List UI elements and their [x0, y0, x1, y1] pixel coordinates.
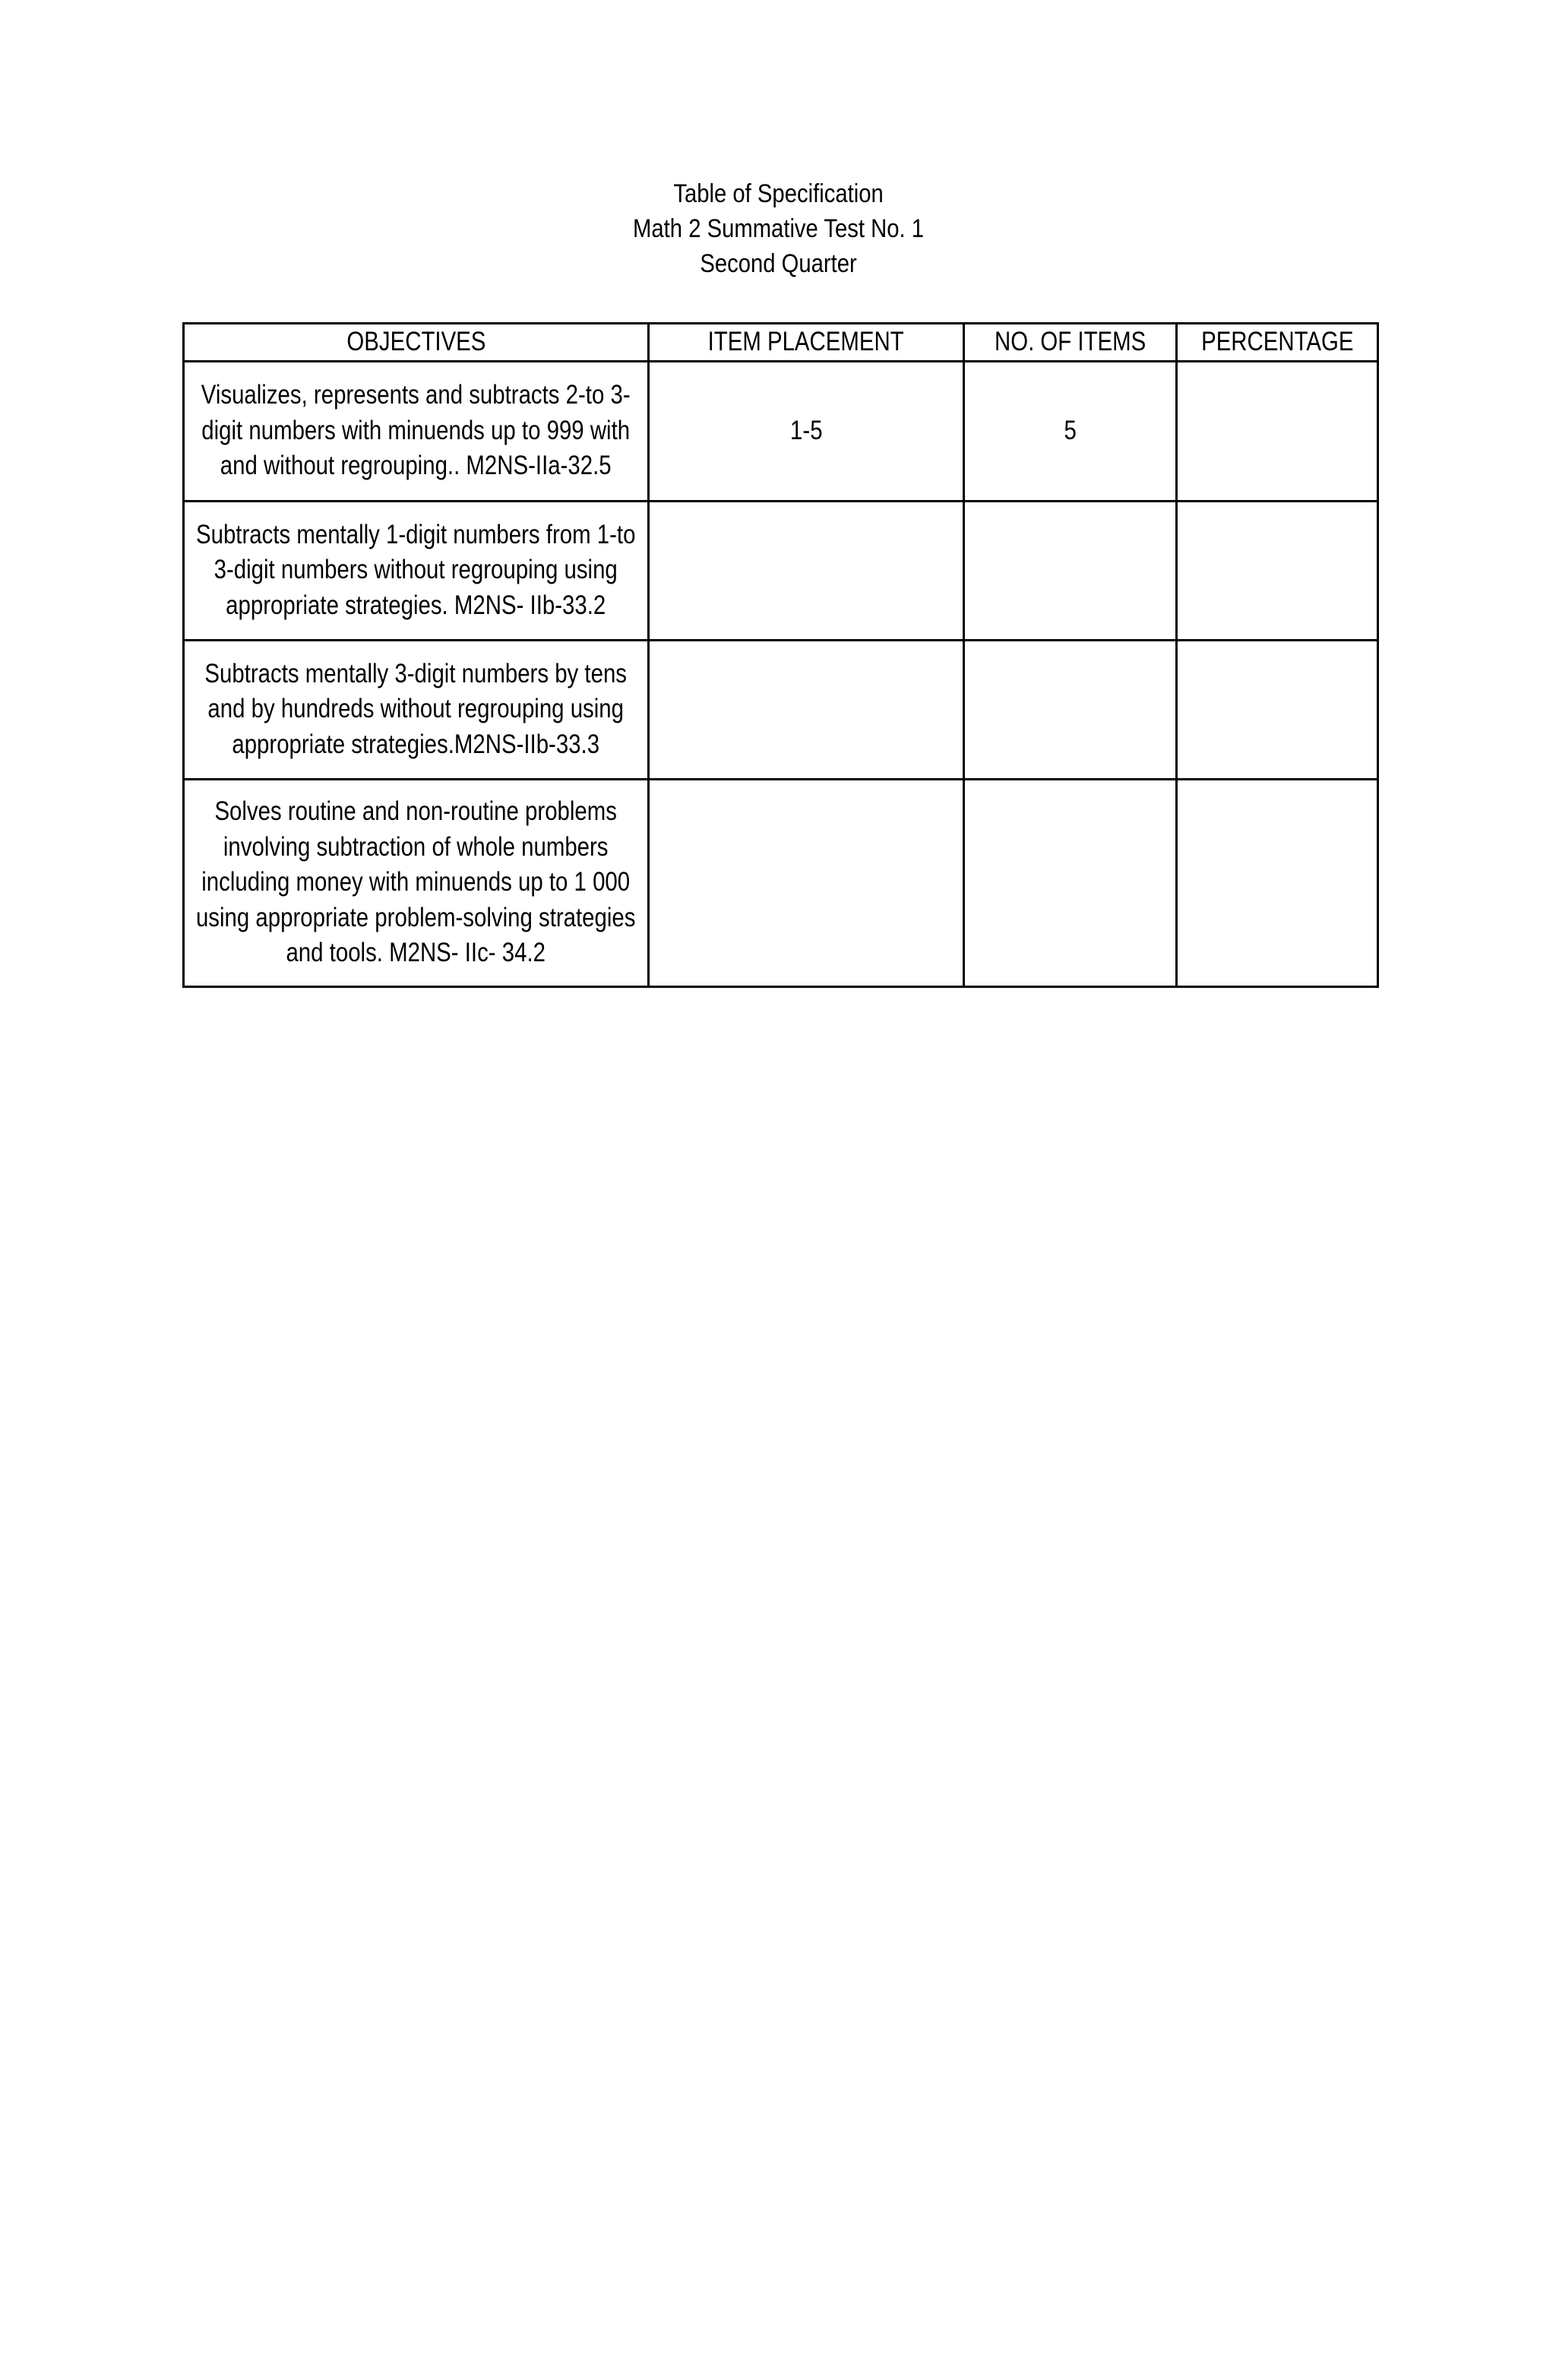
- objective-cell: Solves routine and non-routine problems involving subtraction of whole numbers including money with minuends up to 1 000 using appropriate problem-solving strategies and tools. M2NS- IIc- 34.2: [184, 779, 649, 986]
- column-header-percentage: PERCENTAGE: [1177, 324, 1378, 362]
- document-header: [109, 176, 1447, 281]
- table-row: [184, 361, 1378, 501]
- no-of-items-cell: 5: [964, 361, 1177, 501]
- document-subtitle: Math 2 Summative Test No. 1: [633, 214, 925, 243]
- percentage-cell: [1177, 779, 1378, 986]
- no-of-items-cell: [964, 501, 1177, 640]
- document-title: Table of Specification: [673, 179, 884, 208]
- percentage-cell: [1177, 501, 1378, 640]
- no-of-items-cell: [964, 640, 1177, 779]
- column-header-objectives: OBJECTIVES: [184, 324, 649, 362]
- column-header-item-placement: ITEM PLACEMENT: [649, 324, 964, 362]
- objective-cell: Subtracts mentally 1-digit numbers from 1-to 3-digit numbers without regrouping using appropriate strategies. M2NS- IIb-33.2: [184, 501, 649, 640]
- table-row: [184, 501, 1378, 640]
- percentage-cell: [1177, 640, 1378, 779]
- objective-cell: Visualizes, represents and subtracts 2-to 3-digit numbers with minuends up to 999 with and without regrouping.. M2NS-IIa-32.5: [184, 361, 649, 501]
- column-header-no-of-items: NO. OF ITEMS: [964, 324, 1177, 362]
- document-quarter: Second Quarter: [700, 249, 857, 278]
- percentage-cell: [1177, 361, 1378, 501]
- table-header-row: [184, 324, 1378, 362]
- item-placement-cell: 1-5: [649, 361, 964, 501]
- objective-cell: Subtracts mentally 3-digit numbers by tens and by hundreds without regrouping using appropriate strategies.M2NS-IIb-33.3: [184, 640, 649, 779]
- item-placement-cell: [649, 779, 964, 986]
- item-placement-cell: [649, 640, 964, 779]
- no-of-items-cell: [964, 779, 1177, 986]
- specification-table: [182, 322, 1379, 988]
- table-row: [184, 779, 1378, 986]
- table-row: [184, 640, 1378, 779]
- item-placement-cell: [649, 501, 964, 640]
